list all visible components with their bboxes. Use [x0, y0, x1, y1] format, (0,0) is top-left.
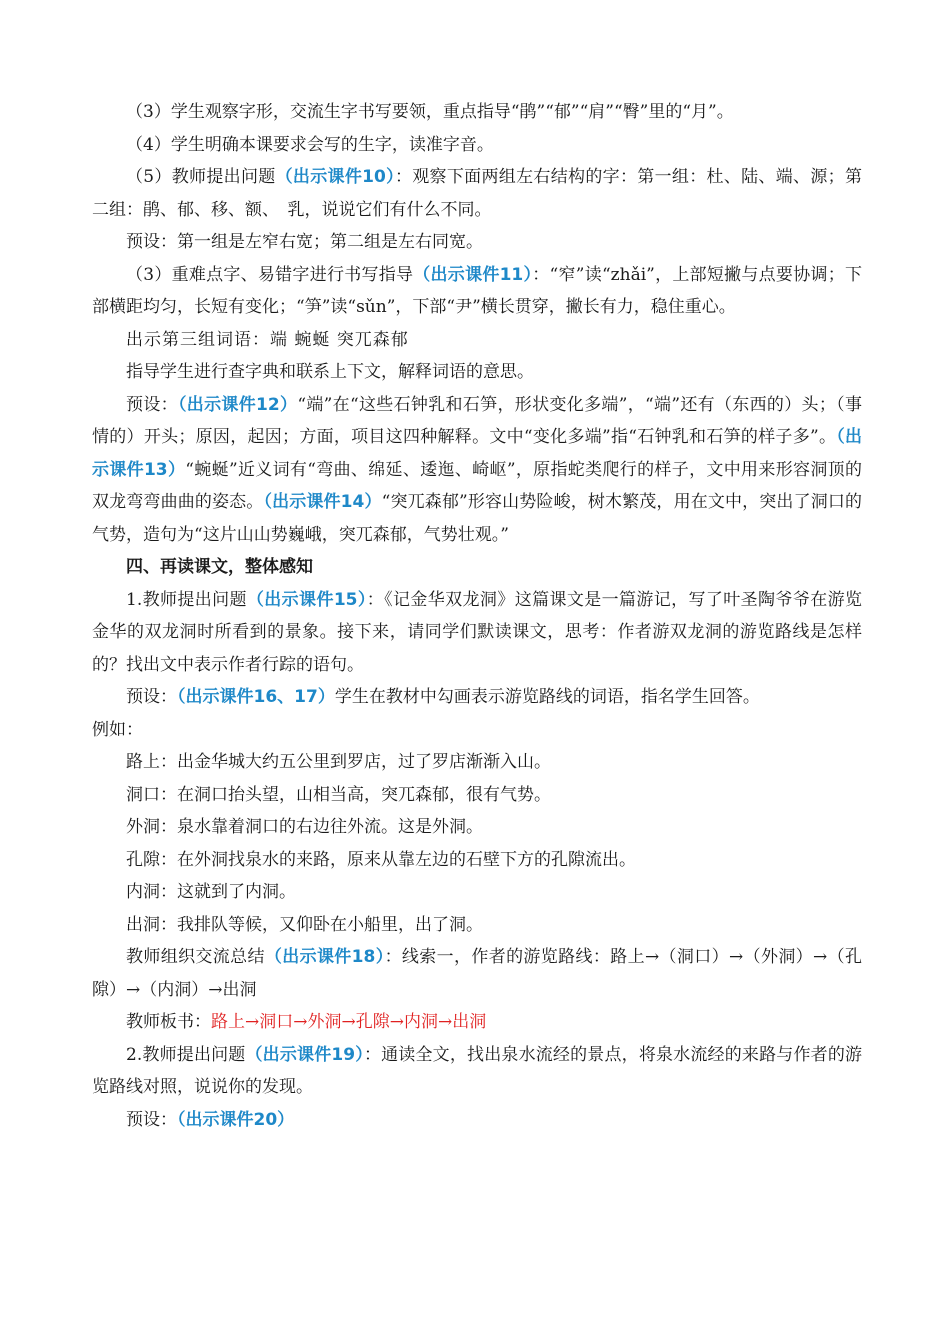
paragraph-summary: 教师组织交流总结（出示课件18）：线索一，作者的游览路线：路上→（洞口）→（外洞）→（孔隙）→（内洞）→出洞: [92, 947, 862, 1000]
route-entrance: 洞口：在洞口抬头望，山相当高，突兀森郁，很有气势。: [126, 784, 551, 805]
courseware-ref: （出示课件20）: [177, 1109, 295, 1130]
paragraph-step-4: （4）学生明确本课要求会写的生字，读准字音。: [126, 134, 494, 155]
courseware-ref: （出示课件11）: [413, 264, 533, 285]
courseware-ref: （出示课件12）: [177, 394, 298, 415]
paragraph-preset-1: 预设：第一组是左窄右宽；第二组是左右同宽。: [126, 232, 483, 252]
paragraph-dictionary: 指导学生进行查字典和联系上下文，解释词语的意思。: [126, 362, 534, 382]
route-road: 路上：出金华城大约五公里到罗店，过了罗店渐渐入山。: [126, 752, 551, 772]
paragraph-step-5: （5）教师提出问题（出示课件10）：观察下面两组左右结构的字：第一组：杜、陆、端、源；第二组：鹃、郁、移、额、 乳，说说它们有什么不同。: [92, 167, 862, 220]
paragraph-board: 教师板书：路上→洞口→外洞→孔隙→内洞→出洞: [126, 1012, 487, 1032]
courseware-ref: （出示课件19）: [245, 1044, 364, 1065]
board-route: 路上→洞口→外洞→孔隙→内洞→出洞: [211, 1012, 487, 1032]
document-page: [92, 96, 862, 1136]
route-outer-cave: 外洞：泉水靠着洞口的右边往外流。这是外洞。: [126, 817, 483, 837]
courseware-ref: （出示课件15）: [246, 589, 367, 610]
courseware-ref: （出示课件14）: [263, 492, 382, 512]
section-heading: 四、再读课文，整体感知: [126, 557, 313, 577]
courseware-ref: （出示课件10）: [275, 167, 395, 187]
paragraph-writing-guide: （3）重难点字、易错字进行书写指导（出示课件11）：“窄”读“zhǎi”，上部短撇与点要协调；下部横距均匀，长短有变化；“笋”读“sǔn”，下部“尹”横长贯穿，撇长有力，稳住重心。: [92, 264, 862, 317]
route-gap: 孔隙：在外洞找泉水的来路，原来从靠左边的石壁下方的孔隙流出。: [126, 849, 636, 870]
paragraph-word-group: 出示第三组词语：端 蜿蜒 突兀森郁: [126, 329, 409, 350]
courseware-ref: （出示课件13）: [92, 427, 863, 480]
paragraph-preset-4: 预设：（出示课件20）: [126, 1109, 295, 1130]
paragraph-preset-2: 预设：（出示课件12）“端”在“这些石钟乳和石笋，形状变化多端”，“端”还有（东西的）头；（事情的）开头；原因，起因；方面，项目这四种解释。文中“变化多端”指“石钟乳和石笋的样子多”。（出示课件13）“蜿蜒”近义词有“弯曲、绵延、逶迤、崎岖”，原指蛇类爬行的样子，文中用来形容洞顶的双龙弯弯曲曲的姿态。（出示课件14）“突兀森郁”形容山势险峻，树木繁茂，用在文中，突出了洞口的气势，造句为“这片山山势巍峨，突兀森郁，气势壮观。”: [92, 394, 863, 545]
courseware-ref: （出示课件16、17）: [177, 687, 335, 707]
paragraph-question-1: 1.教师提出问题（出示课件15）：《记金华双龙洞》这篇课文是一篇游记，写了叶圣陶爷爷在游览金华的双龙洞时所看到的景象。接下来，请同学们默读课文，思考：作者游双龙洞的游览路线是怎样的？找出文中表示作者行踪的语句。: [92, 589, 862, 675]
paragraph-example: 例如：: [92, 719, 143, 740]
paragraph-preset-3: 预设：（出示课件16、17）学生在教材中勾画表示游览路线的词语，指名学生回答。: [126, 687, 760, 707]
route-exit: 出洞：我排队等候，又仰卧在小船里，出了洞。: [126, 914, 483, 935]
paragraph-question-2: 2.教师提出问题（出示课件19）：通读全文，找出泉水流经的景点，将泉水流经的来路与作者的游览路线对照，说说你的发现。: [92, 1044, 862, 1097]
courseware-ref: （出示课件18）: [264, 947, 385, 967]
paragraph-step-3: （3）学生观察字形，交流生字书写要领，重点指导“鹃”“郁”“肩”“臀”里的“月”。: [126, 102, 734, 122]
route-inner-cave: 内洞：这就到了内洞。: [126, 882, 296, 902]
